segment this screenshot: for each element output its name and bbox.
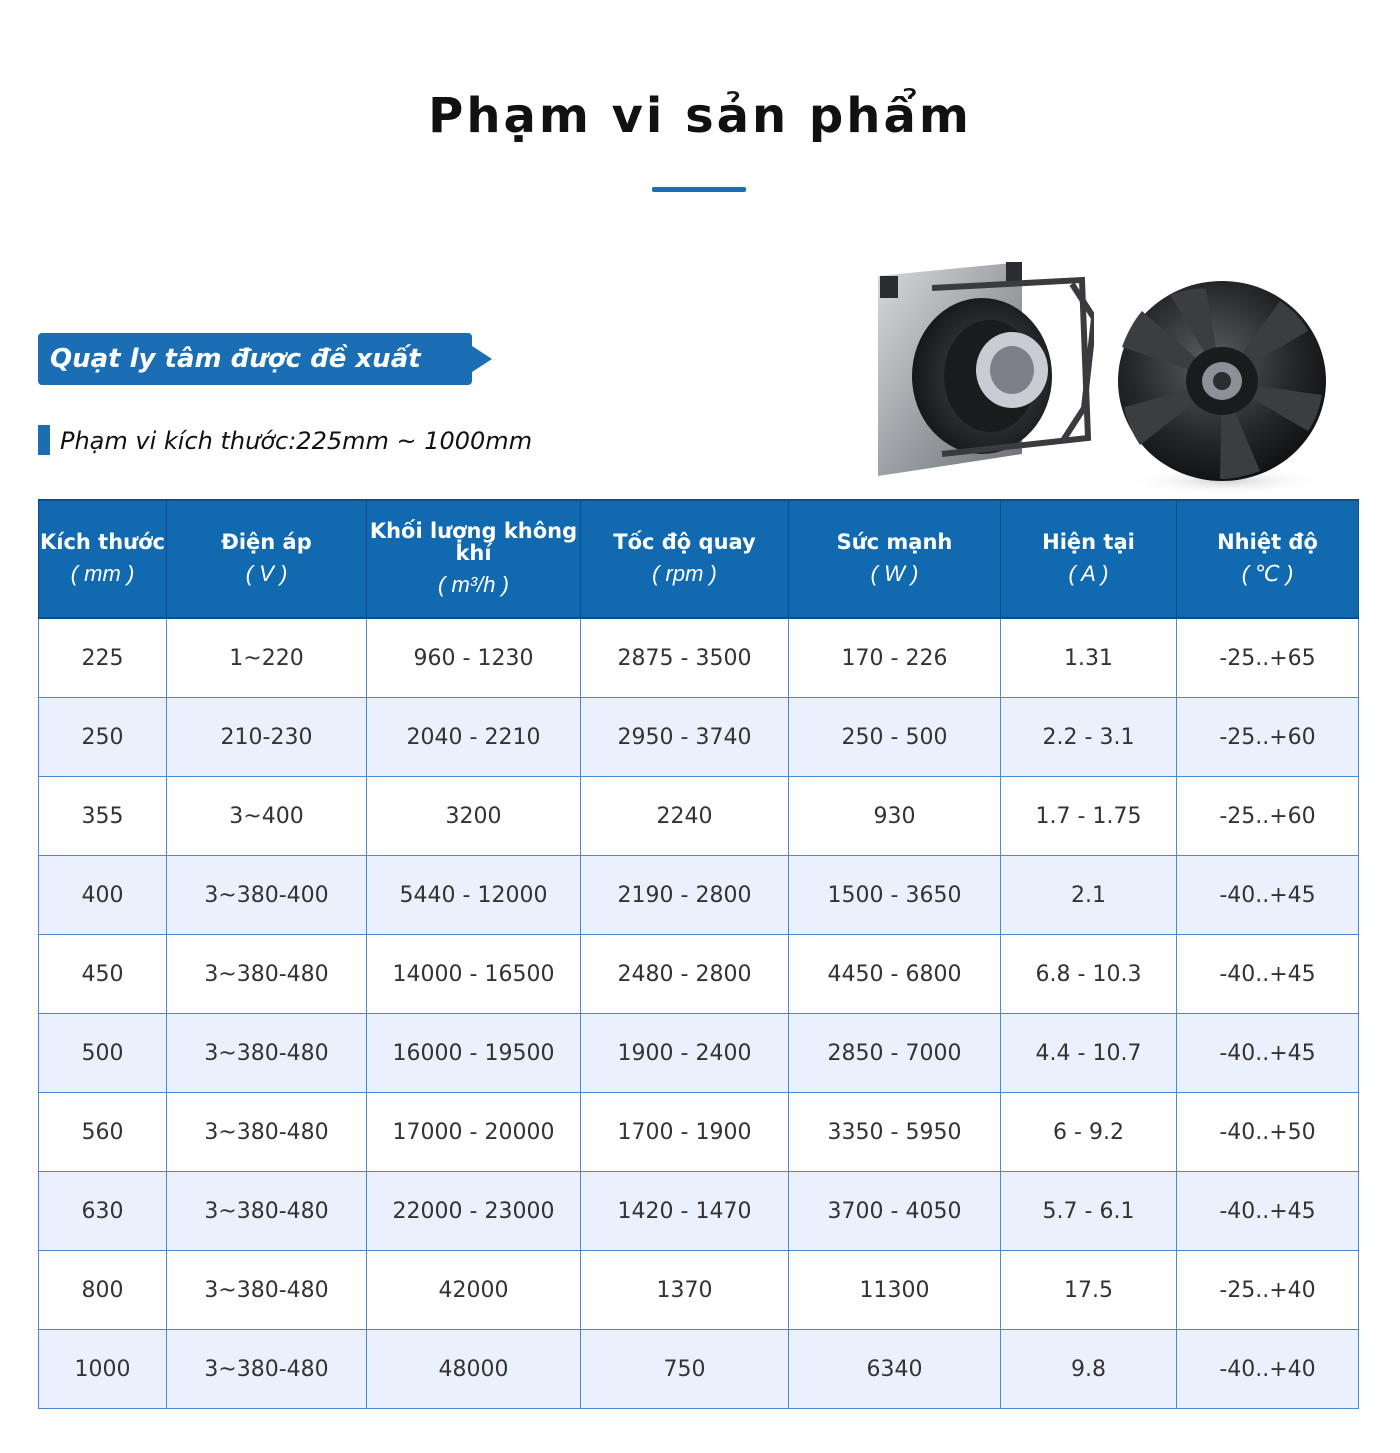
cell-power: 11300 (789, 1251, 1001, 1330)
cell-power: 6340 (789, 1330, 1001, 1409)
cell-speed: 2875 - 3500 (581, 618, 789, 698)
cell-size: 355 (39, 777, 167, 856)
table-row (39, 1251, 1359, 1330)
cell-size: 560 (39, 1093, 167, 1172)
cell-voltage: 3~380-480 (167, 1093, 367, 1172)
cell-temperature: -40..+45 (1177, 1172, 1359, 1251)
cell-temperature: -40..+40 (1177, 1330, 1359, 1409)
range-marker (38, 425, 50, 455)
table-header-row (39, 500, 1359, 618)
table-row (39, 1093, 1359, 1172)
cell-voltage: 3~380-480 (167, 1251, 367, 1330)
cell-temperature: -25..+60 (1177, 698, 1359, 777)
cell-size: 500 (39, 1014, 167, 1093)
cell-speed: 1370 (581, 1251, 789, 1330)
cell-current: 4.4 - 10.7 (1001, 1014, 1177, 1093)
cell-current: 5.7 - 6.1 (1001, 1172, 1177, 1251)
page-title: Phạm vi sản phẩm (428, 88, 972, 144)
plug-fan-image (872, 258, 1094, 486)
cell-current: 1.31 (1001, 618, 1177, 698)
cell-size: 1000 (39, 1330, 167, 1409)
table-row (39, 856, 1359, 935)
cell-size: 225 (39, 618, 167, 698)
cell-current: 17.5 (1001, 1251, 1177, 1330)
cell-size: 250 (39, 698, 167, 777)
cell-speed: 1900 - 2400 (581, 1014, 789, 1093)
cell-voltage: 210-230 (167, 698, 367, 777)
table-row (39, 935, 1359, 1014)
cell-power: 3350 - 5950 (789, 1093, 1001, 1172)
cell-temperature: -25..+40 (1177, 1251, 1359, 1330)
cell-power: 930 (789, 777, 1001, 856)
cell-speed: 750 (581, 1330, 789, 1409)
cell-size: 630 (39, 1172, 167, 1251)
cell-temperature: -40..+45 (1177, 935, 1359, 1014)
cell-speed: 1700 - 1900 (581, 1093, 789, 1172)
header-voltage: Điện áp ( V ) (167, 500, 367, 618)
cell-temperature: -40..+45 (1177, 856, 1359, 935)
cell-airflow: 22000 - 23000 (367, 1172, 581, 1251)
cell-airflow: 42000 (367, 1251, 581, 1330)
cell-airflow: 5440 - 12000 (367, 856, 581, 935)
header-current: Hiện tại ( A ) (1001, 500, 1177, 618)
cell-speed: 2190 - 2800 (581, 856, 789, 935)
section-tag: Quạt ly tâm được đề xuất (38, 333, 472, 385)
cell-voltage: 3~380-480 (167, 1172, 367, 1251)
cell-temperature: -40..+50 (1177, 1093, 1359, 1172)
cell-current: 6.8 - 10.3 (1001, 935, 1177, 1014)
header-size: Kích thước ( mm ) (39, 500, 167, 618)
table-row (39, 777, 1359, 856)
cell-power: 170 - 226 (789, 618, 1001, 698)
header-speed: Tốc độ quay ( rpm ) (581, 500, 789, 618)
cell-power: 4450 - 6800 (789, 935, 1001, 1014)
cell-size: 800 (39, 1251, 167, 1330)
cell-current: 2.2 - 3.1 (1001, 698, 1177, 777)
cell-current: 2.1 (1001, 856, 1177, 935)
cell-airflow: 3200 (367, 777, 581, 856)
cell-airflow: 14000 - 16500 (367, 935, 581, 1014)
table-row (39, 1172, 1359, 1251)
cell-speed: 2480 - 2800 (581, 935, 789, 1014)
header-temperature: Nhiệt độ ( ℃ ) (1177, 500, 1359, 618)
cell-size: 450 (39, 935, 167, 1014)
cell-power: 2850 - 7000 (789, 1014, 1001, 1093)
cell-airflow: 17000 - 20000 (367, 1093, 581, 1172)
cell-airflow: 16000 - 19500 (367, 1014, 581, 1093)
cell-current: 9.8 (1001, 1330, 1177, 1409)
table-row (39, 618, 1359, 698)
cell-power: 3700 - 4050 (789, 1172, 1001, 1251)
cell-temperature: -25..+60 (1177, 777, 1359, 856)
impeller-image (1110, 275, 1340, 497)
cell-airflow: 960 - 1230 (367, 618, 581, 698)
cell-airflow: 2040 - 2210 (367, 698, 581, 777)
cell-voltage: 3~380-400 (167, 856, 367, 935)
cell-current: 1.7 - 1.75 (1001, 777, 1177, 856)
cell-power: 250 - 500 (789, 698, 1001, 777)
table-row (39, 698, 1359, 777)
section-tag-arrow (472, 346, 492, 372)
table-row (39, 1014, 1359, 1093)
header-airflow: Khối lượng không khí ( m³/h ) (367, 500, 581, 618)
cell-speed: 1420 - 1470 (581, 1172, 789, 1251)
cell-temperature: -25..+65 (1177, 618, 1359, 698)
table-row (39, 1330, 1359, 1409)
cell-voltage: 3~400 (167, 777, 367, 856)
cell-voltage: 3~380-480 (167, 1014, 367, 1093)
spec-table (38, 499, 1359, 1409)
size-range-text: Phạm vi kích thước:225mm ~ 1000mm (60, 427, 533, 455)
cell-speed: 2240 (581, 777, 789, 856)
cell-power: 1500 - 3650 (789, 856, 1001, 935)
cell-voltage: 1~220 (167, 618, 367, 698)
cell-voltage: 3~380-480 (167, 935, 367, 1014)
cell-temperature: -40..+45 (1177, 1014, 1359, 1093)
cell-airflow: 48000 (367, 1330, 581, 1409)
header-power: Sức mạnh ( W ) (789, 500, 1001, 618)
cell-speed: 2950 - 3740 (581, 698, 789, 777)
title-underline (652, 187, 746, 192)
cell-voltage: 3~380-480 (167, 1330, 367, 1409)
cell-size: 400 (39, 856, 167, 935)
cell-current: 6 - 9.2 (1001, 1093, 1177, 1172)
